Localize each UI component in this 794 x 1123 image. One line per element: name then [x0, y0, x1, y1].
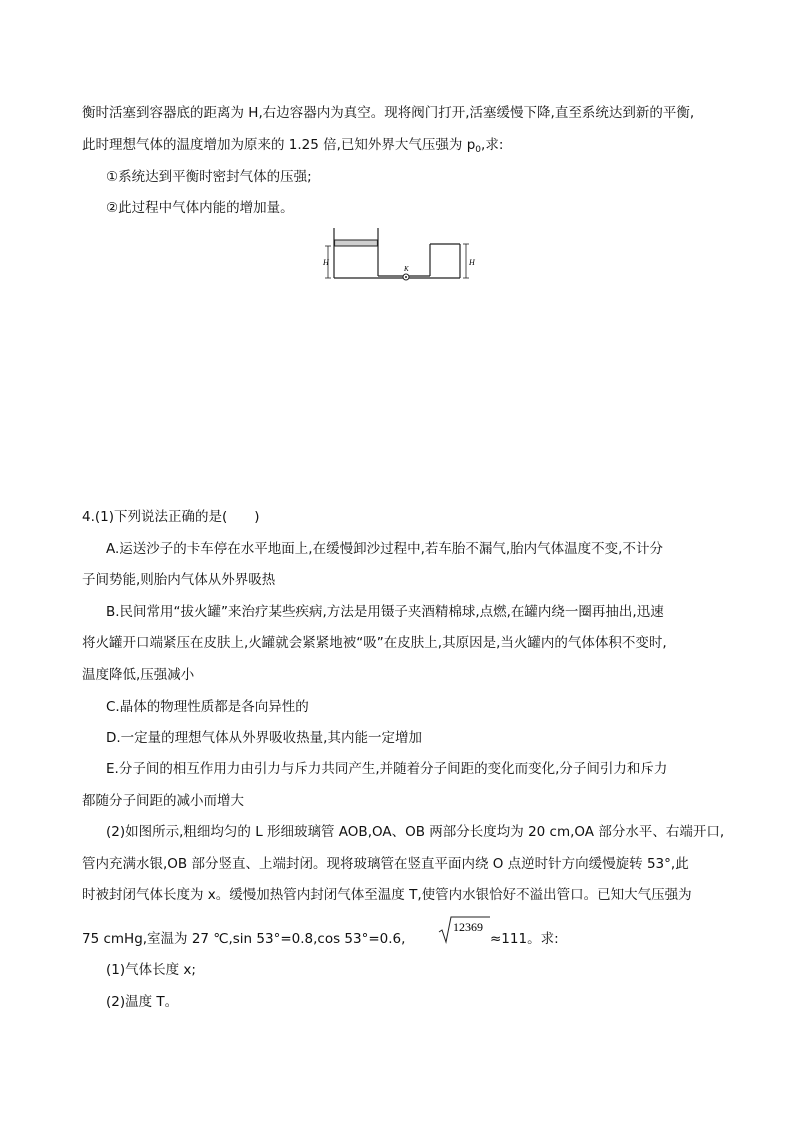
problem3-line2-post: ,求:: [481, 137, 504, 153]
option-a-line2: 子间势能,则胎内气体从外界吸热: [82, 572, 276, 588]
left-height-label: H: [323, 258, 329, 267]
container-diagram: [320, 224, 480, 286]
sqrt-expression: [438, 914, 490, 948]
problem3-text-line2: [82, 136, 503, 159]
option-e-line2: 都随分子间距的减小而增大: [82, 793, 244, 809]
part2-line2: 管内充满水银,OB 部分竖直、上端封闭。现将玻璃管在竖直平面内绕 O 点逆时针方向缓慢旋转 53°,此: [82, 856, 689, 872]
pressure-subscript: 0: [475, 145, 482, 155]
option-d: D.一定量的理想气体从外界吸收热量,其内能一定增加: [106, 730, 422, 746]
sqrt-radicand: 12369: [453, 920, 483, 934]
option-e-line1: E.分子间的相互作用力由引力与斥力共同产生,并随着分子间距的变化而变化,分子间引力和斥力: [106, 761, 668, 777]
option-b-line3: 温度降低,压强减小: [82, 667, 195, 683]
option-b-line2: 将火罐开口端紧压在皮肤上,火罐就会紧紧地被“吸”在皮肤上,其原因是,当火罐内的气体体积不变时,: [82, 635, 667, 651]
problem3-question-2: ②此过程中气体内能的增加量。: [106, 200, 294, 216]
option-a-line1: A.运送沙子的卡车停在水平地面上,在缓慢卸沙过程中,若车胎不漏气,胎内气体温度不变,不计分: [106, 541, 663, 557]
problem4-header: 4.(1)下列说法正确的是( ): [82, 509, 260, 525]
part2-line4b: ≈111。求:: [490, 931, 559, 947]
problem3-line2-pre: 此时理想气体的温度增加为原来的 1.25 倍,已知外界大气压强为 p: [82, 137, 476, 153]
valve-label: K: [404, 265, 409, 273]
right-height-label: H: [469, 258, 475, 267]
part2-question-1: (1)气体长度 x;: [106, 962, 196, 978]
part2-question-2: (2)温度 T。: [106, 994, 179, 1010]
piston: [335, 240, 378, 246]
option-b-line1: B.民间常用“拔火罐”来治疗某些疾病,方法是用镊子夹酒精棉球,点燃,在罐内绕一圈再抽出,迅速: [106, 604, 664, 620]
problem3-text-line1: 衡时活塞到容器底的距离为 H,右边容器内为真空。现将阀门打开,活塞缓慢下降,直至系统达到新的平衡,: [82, 105, 695, 121]
problem3-question-1: ①系统达到平衡时密封气体的压强;: [106, 169, 312, 185]
part2-line3: 时被封闭气体长度为 x。缓慢加热管内封闭气体至温度 T,使管内水银恰好不溢出管口。已知大气压强为: [82, 887, 692, 903]
part2-line4a: 75 cmHg,室温为 27 ℃,sin 53°=0.8,cos 53°=0.6,: [82, 931, 406, 947]
part2-line1: (2)如图所示,粗细均匀的 L 形细玻璃管 AOB,OA、OB 两部分长度均为 20 cm,OA 部分水平、右端开口,: [106, 824, 725, 840]
option-c: C.晶体的物理性质都是各向异性的: [106, 699, 309, 715]
